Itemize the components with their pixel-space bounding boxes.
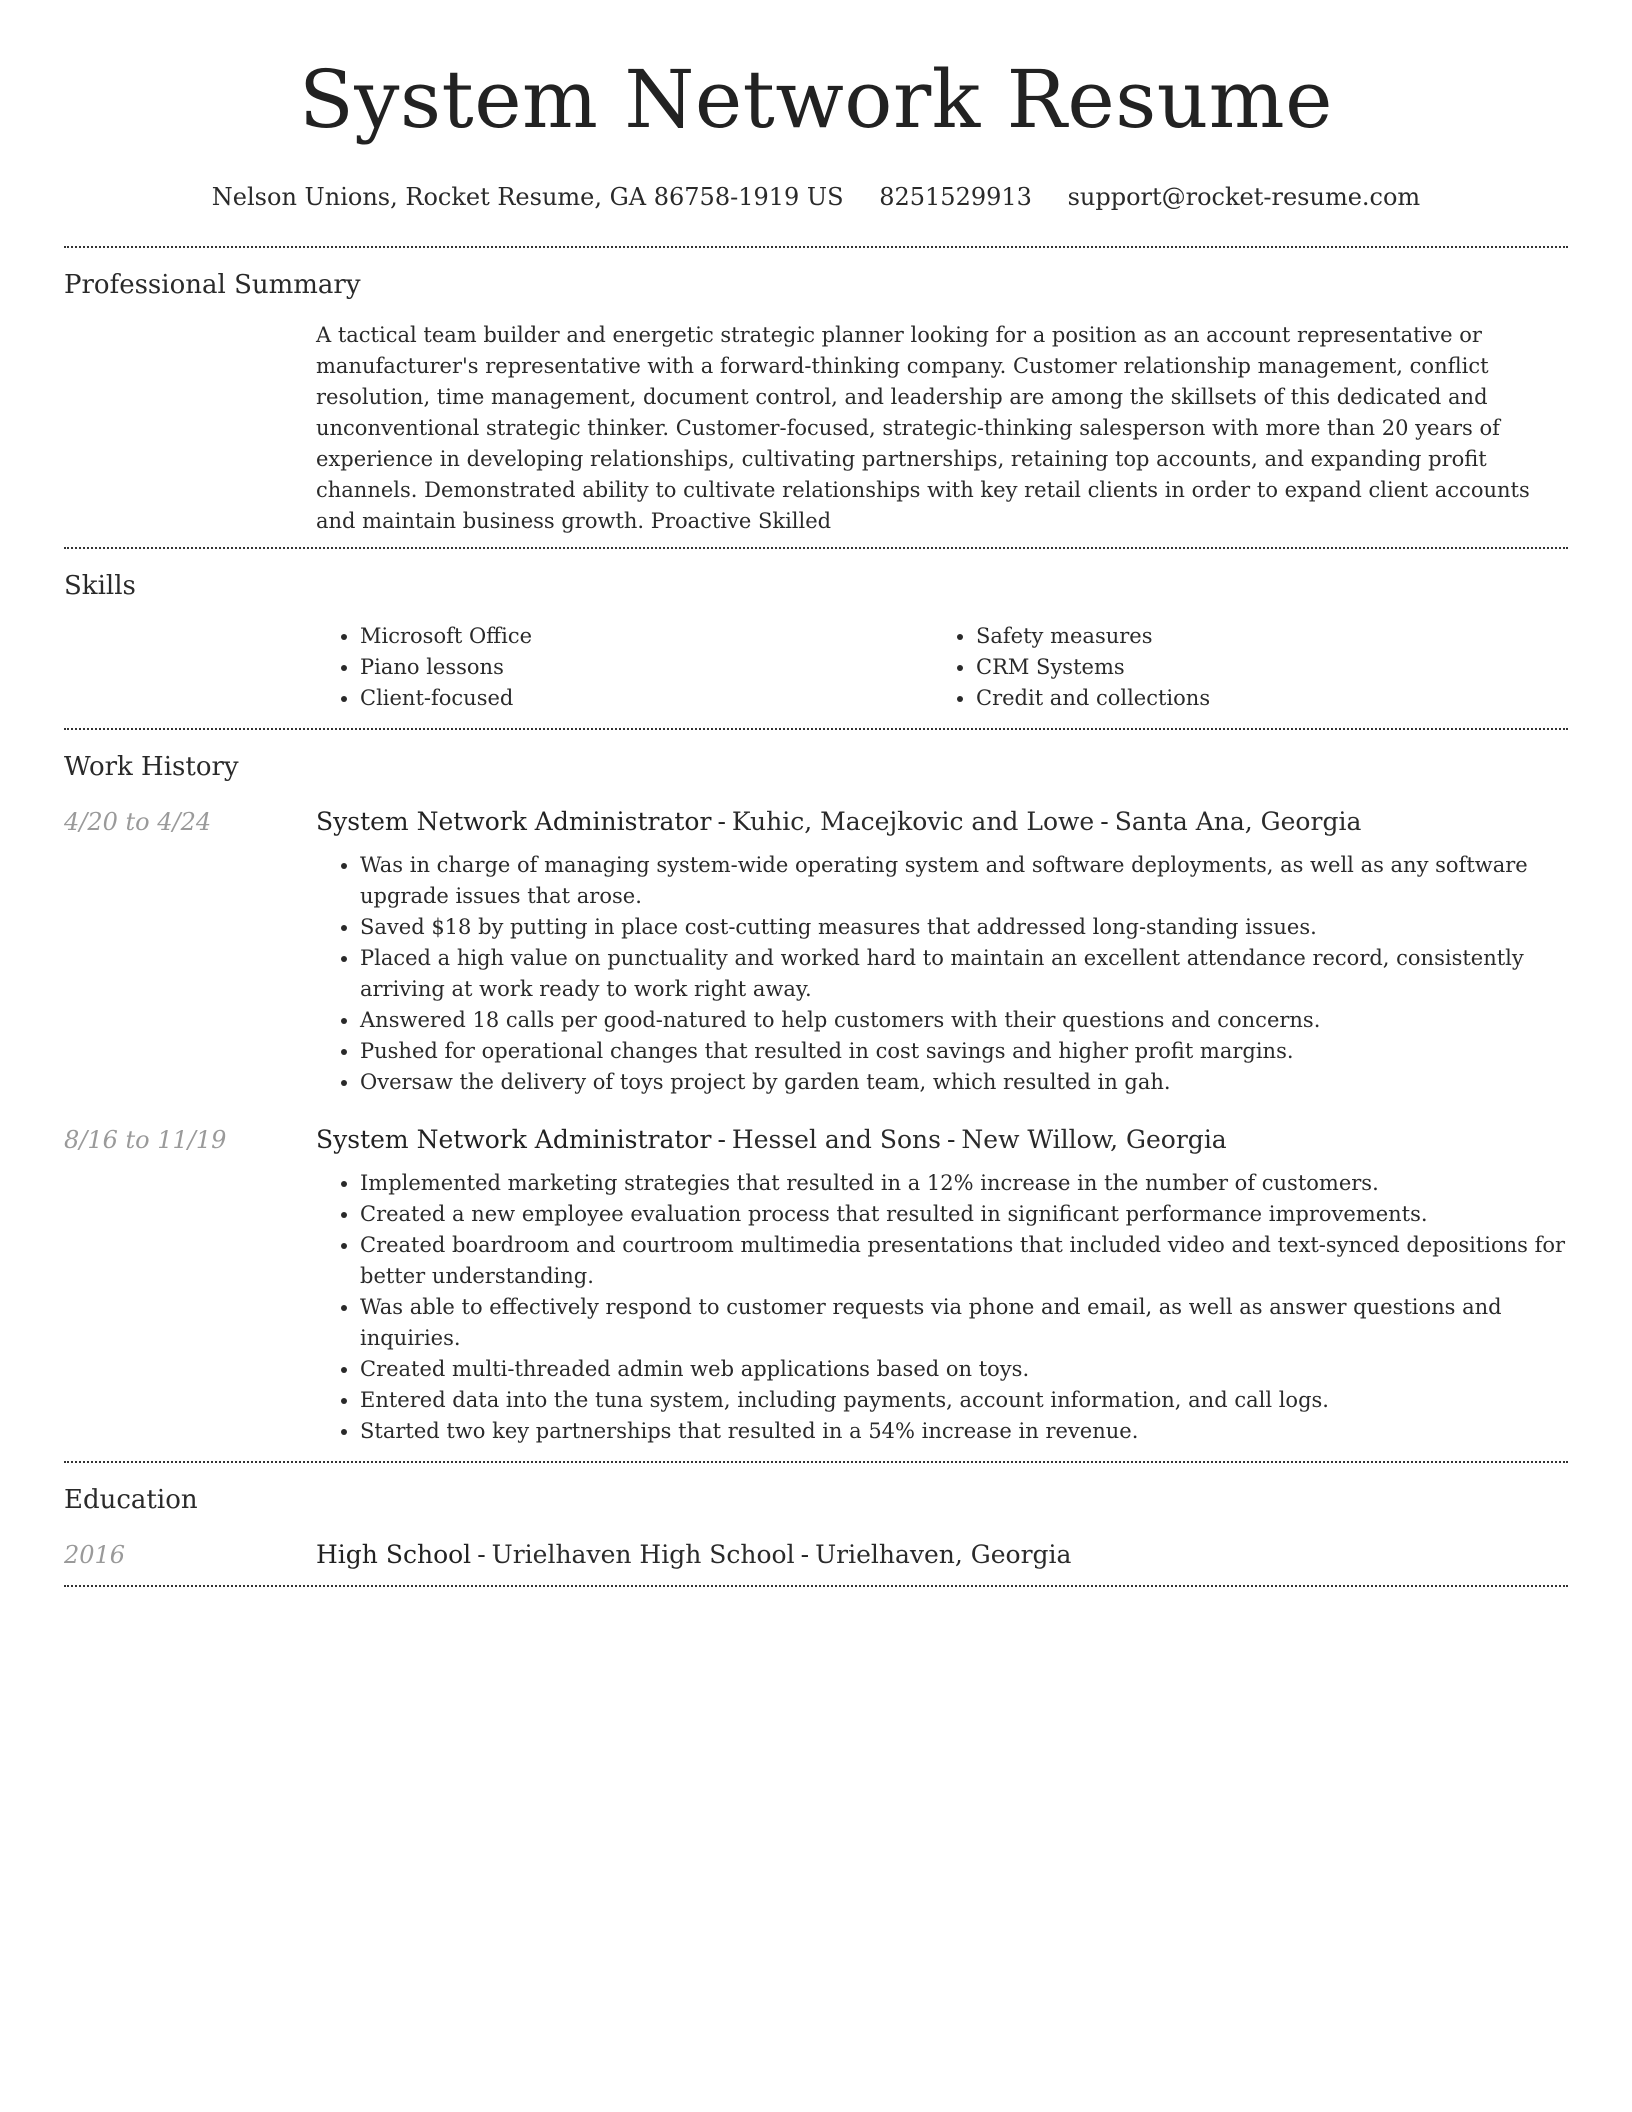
contact-email: support@rocket-resume.com	[1067, 183, 1421, 211]
education-date: 2016	[64, 1541, 126, 1569]
work-history-section	[64, 730, 1568, 1461]
job-bullet: • Was in charge of managing system-wide operating system and software deployments, as well as any software upgrade issues that arose.	[360, 850, 1568, 912]
skill-item: • CRM Systems	[976, 652, 1548, 683]
section-title-skills: Skills	[64, 571, 136, 601]
job-bullet: • Answered 18 calls per good-natured to help customers with their questions and concerns.	[360, 1005, 1568, 1036]
section-title-summary: Professional Summary	[64, 270, 361, 300]
section-title-work-history: Work History	[64, 752, 239, 782]
job-bullet: • Was able to effectively respond to customer requests via phone and email, as well as answer questions and inquiries.	[360, 1292, 1568, 1354]
education-heading	[316, 1539, 1568, 1571]
job-bullet: • Created multi-threaded admin web applications based on toys.	[360, 1354, 1568, 1385]
job-role: System Network Administrator	[316, 807, 712, 836]
education-section	[64, 1463, 1568, 1585]
job-location: Santa Ana, Georgia	[1114, 807, 1362, 836]
job-bullet: • Created boardroom and courtroom multimedia presentations that included video and text-synced depositions for better understanding.	[360, 1230, 1568, 1292]
job-dates: 4/20 to 4/24	[64, 808, 212, 836]
job-bullet: • Saved $18 by putting in place cost-cutting measures that addressed long-standing issues.	[360, 912, 1568, 943]
heading-separator: -	[1100, 807, 1109, 836]
contact-phone: 8251529913	[879, 183, 1032, 211]
heading-separator: -	[946, 1125, 956, 1154]
job-location: New Willow, Georgia	[961, 1125, 1227, 1154]
resume-name: System Network Resume	[299, 53, 1333, 146]
education-degree: High School	[316, 1540, 472, 1569]
education-location: Urielhaven, Georgia	[815, 1540, 1072, 1569]
job-entry	[64, 806, 1568, 1098]
job-bullet: • Pushed for operational changes that resulted in cost savings and higher profit margins.	[360, 1036, 1568, 1067]
job-bullet: • Entered data into the tuna system, including payments, account information, and call logs.	[360, 1385, 1568, 1416]
summary-text: A tactical team builder and energetic strategic planner looking for a position as an account representative or manufacturer's representative with a forward-thinking company. Customer relationship management, conflict resolution, time management, document control, and leadership are among the skillsets of this dedicated and unconventional strategic thinker. Customer-focused, strategic-thinking salesperson with more than 20 years of experience in developing relationships, cultivating partnerships, retaining top accounts, and expanding profit channels. Demonstrated ability to cultivate relationships with key retail clients in order to expand client accounts and maintain business growth. Proactive Skilled	[316, 323, 1530, 533]
job-bullet: • Oversaw the delivery of toys project by garden team, which resulted in gah.	[360, 1067, 1568, 1098]
job-entry	[64, 1124, 1568, 1447]
skills-section	[64, 549, 1568, 728]
contact-address: Nelson Unions, Rocket Resume, GA 86758-1919 US	[211, 183, 844, 211]
skill-item: • Credit and collections	[976, 683, 1548, 714]
job-dates: 8/16 to 11/19	[64, 1126, 227, 1154]
skill-item: • Microsoft Office	[360, 621, 932, 652]
contact-line	[64, 182, 1568, 212]
education-school: Urielhaven High School	[491, 1540, 795, 1569]
job-bullet: • Created a new employee evaluation process that resulted in significant performance improvements.	[360, 1199, 1568, 1230]
job-bullet: • Started two key partnerships that resulted in a 54% increase in revenue.	[360, 1416, 1568, 1447]
job-role: System Network Administrator	[316, 1125, 712, 1154]
skill-item: • Safety measures	[976, 621, 1548, 652]
skills-list	[316, 603, 1568, 728]
summary-section	[64, 248, 1568, 547]
job-bullet: • Implemented marketing strategies that resulted in a 12% increase in the number of customers.	[360, 1168, 1568, 1199]
skill-item: • Client-focused	[360, 683, 932, 714]
heading-separator: -	[800, 1540, 810, 1569]
section-title-education: Education	[64, 1485, 198, 1515]
job-company: Kuhic, Macejkovic and Lowe	[731, 807, 1095, 836]
job-bullets	[316, 850, 1568, 1098]
heading-separator: -	[717, 807, 726, 836]
skill-item: • Piano lessons	[360, 652, 932, 683]
skills-column-right	[932, 621, 1548, 714]
job-heading	[316, 1124, 1568, 1156]
job-company: Hessel and Sons	[731, 1125, 941, 1154]
education-entry	[64, 1539, 1568, 1571]
job-bullets	[316, 1168, 1568, 1447]
job-heading	[316, 806, 1568, 838]
heading-separator: -	[717, 1125, 726, 1154]
skills-column-left	[316, 621, 932, 714]
resume-header	[64, 0, 1568, 212]
divider	[64, 1585, 1568, 1587]
heading-separator: -	[477, 1540, 486, 1569]
job-bullet: • Placed a high value on punctuality and worked hard to maintain an excellent attendance record, consistently arriving at work ready to work right away.	[360, 943, 1568, 1005]
